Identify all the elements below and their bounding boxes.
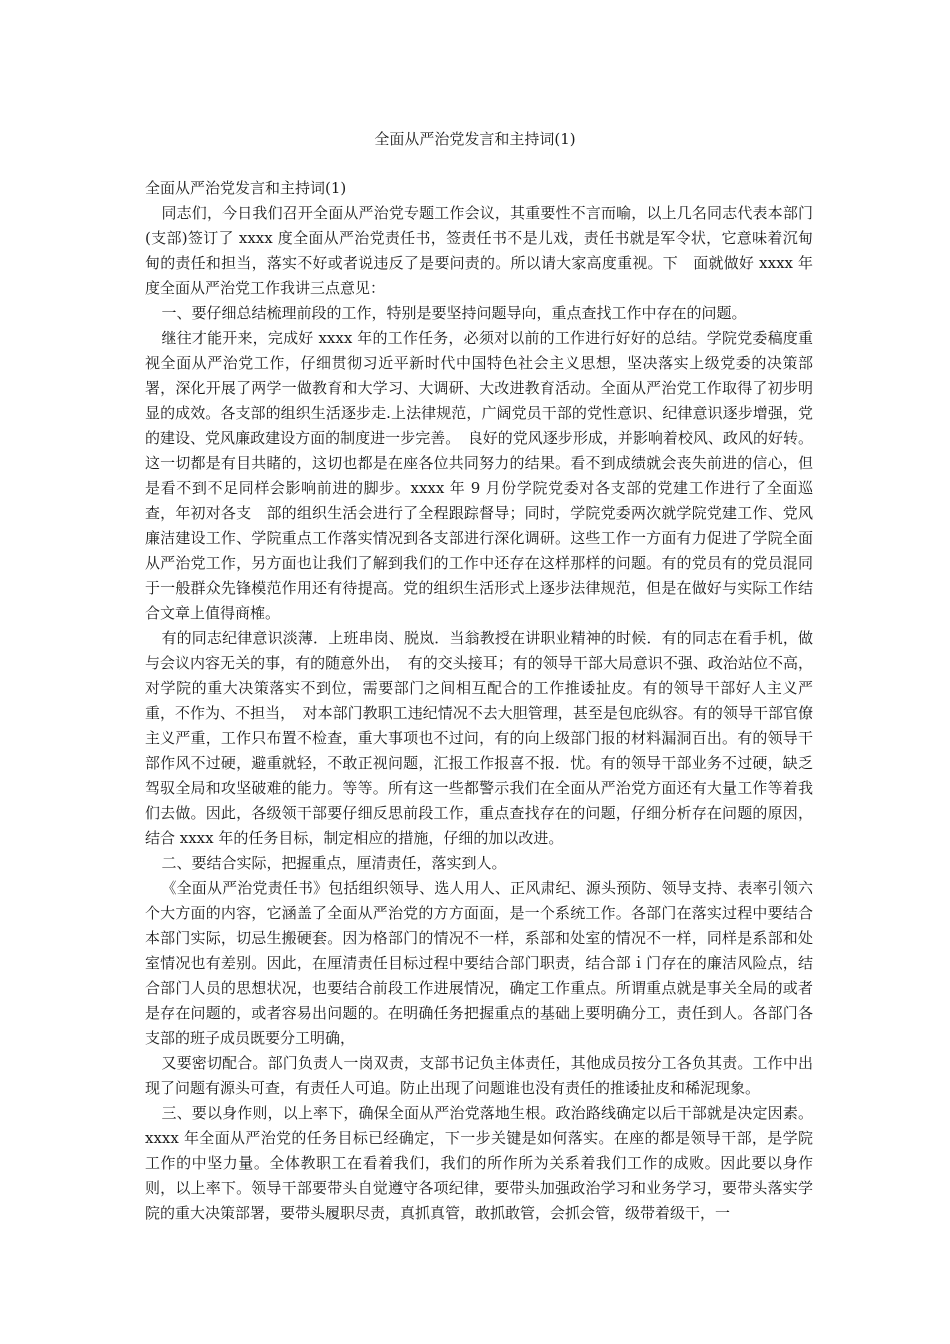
paragraph-problems: 有的同志纪律意识淡薄．上班串岗、脱岚．当翁教授在讲职业精神的时候．有的同志在看手机，做与会议内容无关的事，有的随意外出， 有的交头接耳；有的领导干部大局意识不强、政治站位不高，对学院的重大决策落实不到位，需要部门之间相互配合的工作推诿扯皮。有的领导干部好人主义严重，不作为、不担当， 对本部门教职工违纪情况不去大胆管理，甚至是包庇纵容。有的领导干部官僚主义严重，工作只布置不检查，重大事项也不过问，有的向上级部门报的材料漏洞百出。有的领导干部作风不过硬，避重就轻，不敢正视问题，汇报工作报喜不报．忧。有的领导干部业务不过硬，缺乏驾驭全局和攻坚破难的能力。等等。所有这一些都警示我们在全面从严治党方面还有大量工作等着我们去做。因此，各级领干部要仔细反思前段工作，重点查找存在的问题，仔细分析存在问题的原因，结合 xxxx 年的任务目标，制定相应的措施，仔细的加以改进。 [145, 629, 813, 847]
document-title: 全面从严治党发言和主持词(1) [374, 130, 576, 148]
paragraph-review: 继往才能开来，完成好 xxxx 年的工作任务，必须对以前的工作进行好好的总结。学院党委稿度重视全面从严治党工作，仔细贯彻习近平新时代中国特色社会主义思想，坚决落实上级党委的决策部署，深化开展了两学一做教育和大学习、大调研、大改进教育活动。全面从严治党工作取得了初步明显的成效。各支部的组织生活逐步走.上法律规范，广阔党员干部的党性意识、纪律意识逐步增强，党的建设、党风廉政建设方面的制度进一步完善。 良好的党风逐步形成，并影响着校风、政风的好转。这一切都是有目共睹的，这切也都是在座各位共同努力的结果。看不到成绩就会丧失前进的信心，但是看不到不足同样会影响前进的脚步。xxxx 年 9 月份学院党委对各支部的党建工作进行了全面巡查，年初对各支 部的组织生活会进行了全程跟踪督导；同时，学院党委两次就学院党建工作、党风廉洁建设工作、学院重点工作落实情况到各支部进行深化调研。这些工作一方面有力促进了学院全面从严治党工作，另方面也让我们了解到我们的工作中还存在这样那样的问题。有的党员有的党员混同于一般群众先锋模范作用还有待提高。党的组织生活形式上逐步法律规范，但是在做好与实际工作结合文章上值得商榷。 [145, 329, 813, 622]
document-body [145, 176, 813, 1226]
document-subtitle: 全面从严治党发言和主持词(1) [145, 179, 347, 197]
section-heading-1: 一、要仔细总结梳理前段的工作，特别是要坚持问题导向，重点查找工作中存在的问题。 [161, 304, 747, 322]
paragraph-opening: 同志们，今日我们召开全面从严治党专题工作会议，其重要性不言而喻，以上几名同志代表本部门(支部)签订了 xxxx 度全面从严治党责任书，签责任书不是儿戏，责任书就是军令状，它意味着沉甸甸的责任和担当，落实不好或者说违反了是要问责的。所以请大家高度重视。下 面就做好 xxxx 年度全面从严治党工作我讲三点意见： [145, 204, 813, 297]
section-heading-3: 三、要以身作则，以上率下，确保全面从严治党落地生根。政治路线确定以后干部就是决定因素。xxxx 年全面从严治党的任务目标已经确定，下一步关键是如何落实。在座的都是领导干部，是学院工作的中坚力量。全体教职工在看着我们，我们的所作所为关系着我们工作的成败。因此要以身作则，以上率下。领导干部要带头自觉遵守各项纪律，要带头加强政治学习和业务学习，要带头落实学院的重大决策部署，要带头履职尽责，真抓真管，敢抓敢管，会抓会管，级带着级干，一 [145, 1104, 813, 1222]
paragraph-responsibility: 《全面从严治党责任书》包括组织领导、选人用人、正风肃纪、源头预防、领导支持、表率引领六个大方面的内容，它涵盖了全面从严治党的方方面面，是一个系统工作。各部门在落实过程中要结合本部门实际，切忌生搬硬套。因为格部门的情况不一样，系部和处室的情况不一样，同样是系部和处室情况也有差别。因此，在厘清责任目标过程中要结合部门职责，结合部ｉ门存在的廉洁风险点，结合部门人员的思想状况，也要结合前段工作进展情况，确定工作重点。所谓重点就是事关全局的或者是存在问题的，或者容易出问题的。在明确任务把握重点的基础上要明确分工，责任到人。各部门各支部的班子成员既要分工明确， [145, 879, 813, 1047]
section-heading-2: 二、要结合实际，把握重点，厘清责任，落实到人。 [161, 854, 507, 872]
paragraph-cooperation: 又要密切配合。部门负责人一岗双责，支部书记负主体责任，其他成员按分工各负其责。工作中出现了问题有源头可查，有责任人可追。防止出现了问题谁也没有责任的推诿扯皮和稀泥现象。 [145, 1054, 813, 1097]
